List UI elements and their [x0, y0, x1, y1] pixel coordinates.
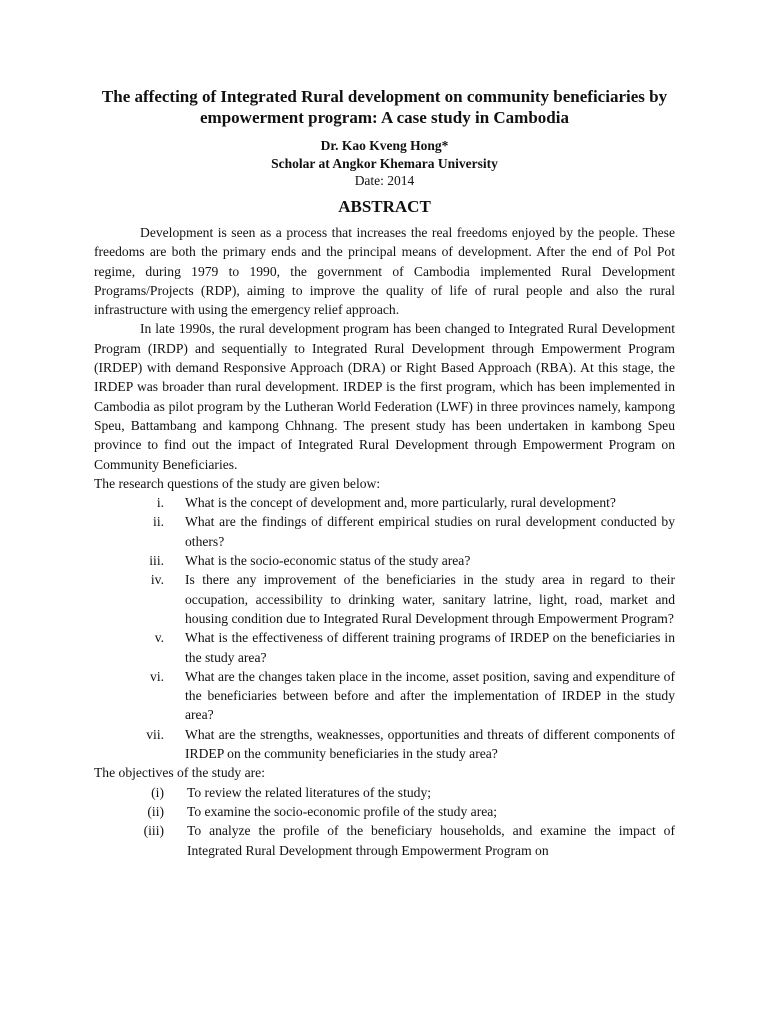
item-number: vi.: [150, 668, 164, 684]
list-item: [94, 628, 675, 667]
item-text: What is the socio-economic status of the study area?: [185, 553, 471, 569]
item-number: (ii): [147, 803, 164, 819]
item-number: iv.: [150, 572, 164, 588]
paper-body: [94, 86, 675, 860]
item-number: iii.: [149, 553, 164, 569]
list-item: [94, 493, 675, 512]
item-text: Is there any improvement of the beneficiaries in the study area in regard to their occupation, accessibility to drinking water, sanitary latrine, light, road, market and housing condition due to Integrated Rural Development through Empowerment Program?: [185, 572, 675, 626]
item-text: What is the effectiveness of different training programs of IRDEP on the beneficiaries in the study area?: [185, 630, 675, 665]
item-text: What are the strengths, weaknesses, opportunities and threats of different components of IRDEP on the community beneficiaries in the study area?: [185, 726, 675, 762]
abstract-paragraph: In late 1990s, the rural development program has been changed to Integrated Rural Development Program (IRDP) and sequentially to Integrated Rural Development through Empowerment Program (IRDEP) with demand Responsive Approach (DRA) or Right Based Approach (RBA). At this stage, the IRDEP was broader than rural development. IRDEP is the first program, which has been implemented in Cambodia as pilot program by the Lutheran World Federation (LWF) in three provinces namely, kampong Speu, Battambang and kampong Chhnang. The present study has been undertaken in kambong Speu province to find out the impact of Integrated Rural Development through Empowerment Program on Community Beneficiaries.: [94, 321, 675, 472]
item-text: What are the changes taken place in the income, asset position, saving and expenditure of the beneficiaries between before and after the implementation of IRDEP in the study area?: [185, 668, 675, 723]
item-number: v.: [154, 630, 164, 646]
item-text: What are the findings of different empirical studies on rural development conducted by others?: [185, 514, 675, 549]
item-number: (iii): [143, 823, 164, 839]
item-text: To examine the socio-economic profile of the study area;: [187, 803, 498, 819]
list-item: [94, 512, 675, 551]
item-text: What is the concept of development and, more particularly, rural development?: [185, 495, 616, 511]
item-text: To review the related literatures of the study;: [187, 784, 432, 800]
list-item: [94, 783, 675, 802]
item-number: ii.: [153, 514, 164, 530]
item-number: (i): [151, 784, 164, 800]
research-questions-intro: The research questions of the study are given below:: [94, 475, 381, 491]
abstract-paragraph: Development is seen as a process that increases the real freedoms enjoyed by the people. These freedoms are both the primary ends and the principal means of development. After the end of Pol Pot regime, during 1979 to 1990, the government of Cambodia implemented Rural Development Programs/Projects (RDP), aiming to improve the quality of life of rural people and also the rural infrastructure with using the emergency relief approach.: [94, 225, 675, 318]
list-item: [94, 802, 675, 821]
list-item: [94, 667, 675, 725]
list-item: [94, 570, 675, 628]
list-item: [94, 821, 675, 860]
publication-date: Date: 2014: [354, 173, 415, 188]
objectives-list: [94, 783, 675, 860]
list-item: [94, 725, 675, 764]
paper-title: The affecting of Integrated Rural development on community beneficiaries by empowerment program: A case study in Cambodia: [101, 87, 668, 127]
item-number: vii.: [146, 726, 164, 742]
author-name: Dr. Kao Kveng Hong*: [320, 138, 449, 153]
research-questions-list: [94, 493, 675, 763]
objectives-intro: The objectives of the study are:: [94, 765, 265, 781]
item-number: i.: [156, 495, 164, 511]
author-affiliation: Scholar at Angkor Khemara University: [271, 156, 498, 171]
list-item: [94, 551, 675, 570]
item-text: To analyze the profile of the beneficiary households, and examine the impact of Integrated Rural Development through Empowerment Program on: [187, 823, 675, 858]
abstract-heading: ABSTRACT: [338, 197, 431, 216]
